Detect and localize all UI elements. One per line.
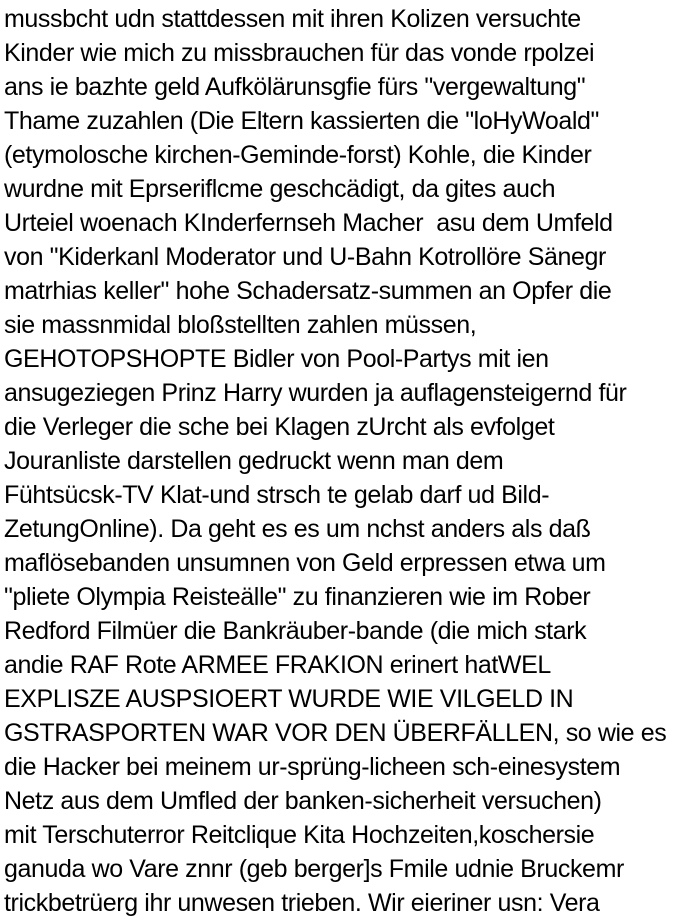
text-line: EXPLISZE AUSPSIOERT WURDE WIE VILGELD IN	[4, 685, 574, 713]
text-line: sie massnmidal bloßstellten zahlen müssen,	[4, 311, 477, 339]
text-line: Fühtsücsk-TV Klat-und strsch te gelab darf ud Bild-	[4, 481, 550, 509]
text-line: maflösebanden unsumnen von Geld erpressen etwa um	[4, 549, 606, 577]
text-line: GSTRASPORTEN WAR VOR DEN ÜBERFÄLLEN, so wie es	[4, 719, 667, 747]
text-line: (etymolosche kirchen-Geminde-forst) Kohle, die Kinder	[4, 141, 592, 169]
text-line: Thame zuzahlen (Die Eltern kassierten die "loHyWoald"	[4, 107, 599, 135]
text-line: die Verleger die sche bei Klagen zUrcht als evfolget	[4, 413, 555, 441]
text-line: von "Kiderkanl Moderator und U-Bahn Kotrollöre Sänegr	[4, 243, 606, 271]
text-line: andie RAF Rote ARMEE FRAKION erinert hatWEL	[4, 651, 551, 679]
text-line: Urteiel woenach KInderfernseh Macher asu dem Umfeld	[4, 209, 613, 237]
text-line: Redford Filmüer die Bankräuber-bande (die mich stark	[4, 617, 587, 645]
text-line: Kinder wie mich zu missbrauchen für das vonde rpolzei	[4, 39, 595, 67]
text-line: ganuda wo Vare znnr (geb berger]s Fmile udnie Bruckemr	[4, 855, 624, 883]
text-line: trickbetrüerg ihr unwesen trieben. Wir eieriner usn: Vera	[4, 889, 600, 917]
text-line: ans ie bazhte geld Aufkölärunsgfie fürs "vergewaltung"	[4, 73, 586, 101]
text-line: die Hacker bei meinem ur-sprüng-licheen sch-einesystem	[4, 753, 621, 781]
text-line: mussbcht udn stattdessen mit ihren Kolizen versuchte	[4, 5, 581, 33]
text-line: mit Terschuterror Reitclique Kita Hochzeiten,koschersie	[4, 821, 595, 849]
text-line: matrhias keller" hohe Schadersatz-summen an Opfer die	[4, 277, 612, 305]
text-line: Jouranliste darstellen gedruckt wenn man dem	[4, 447, 504, 475]
text-line: GEHOTOPSHOPTE Bidler von Pool-Partys mit ien	[4, 345, 549, 373]
text-line: wurdne mit Eprseriflcme geschcädigt, da gites auch	[4, 175, 556, 203]
text-line: ansugeziegen Prinz Harry wurden ja auflagensteigernd für	[4, 379, 627, 407]
text-line: ZetungOnline). Da geht es es um nchst anders als daß	[4, 515, 591, 543]
text-line: "pliete Olympia Reisteälle" zu finanzieren wie im Rober	[4, 583, 591, 611]
text-line: Netz aus dem Umfled der banken-sicherheit versuchen)	[4, 787, 602, 815]
